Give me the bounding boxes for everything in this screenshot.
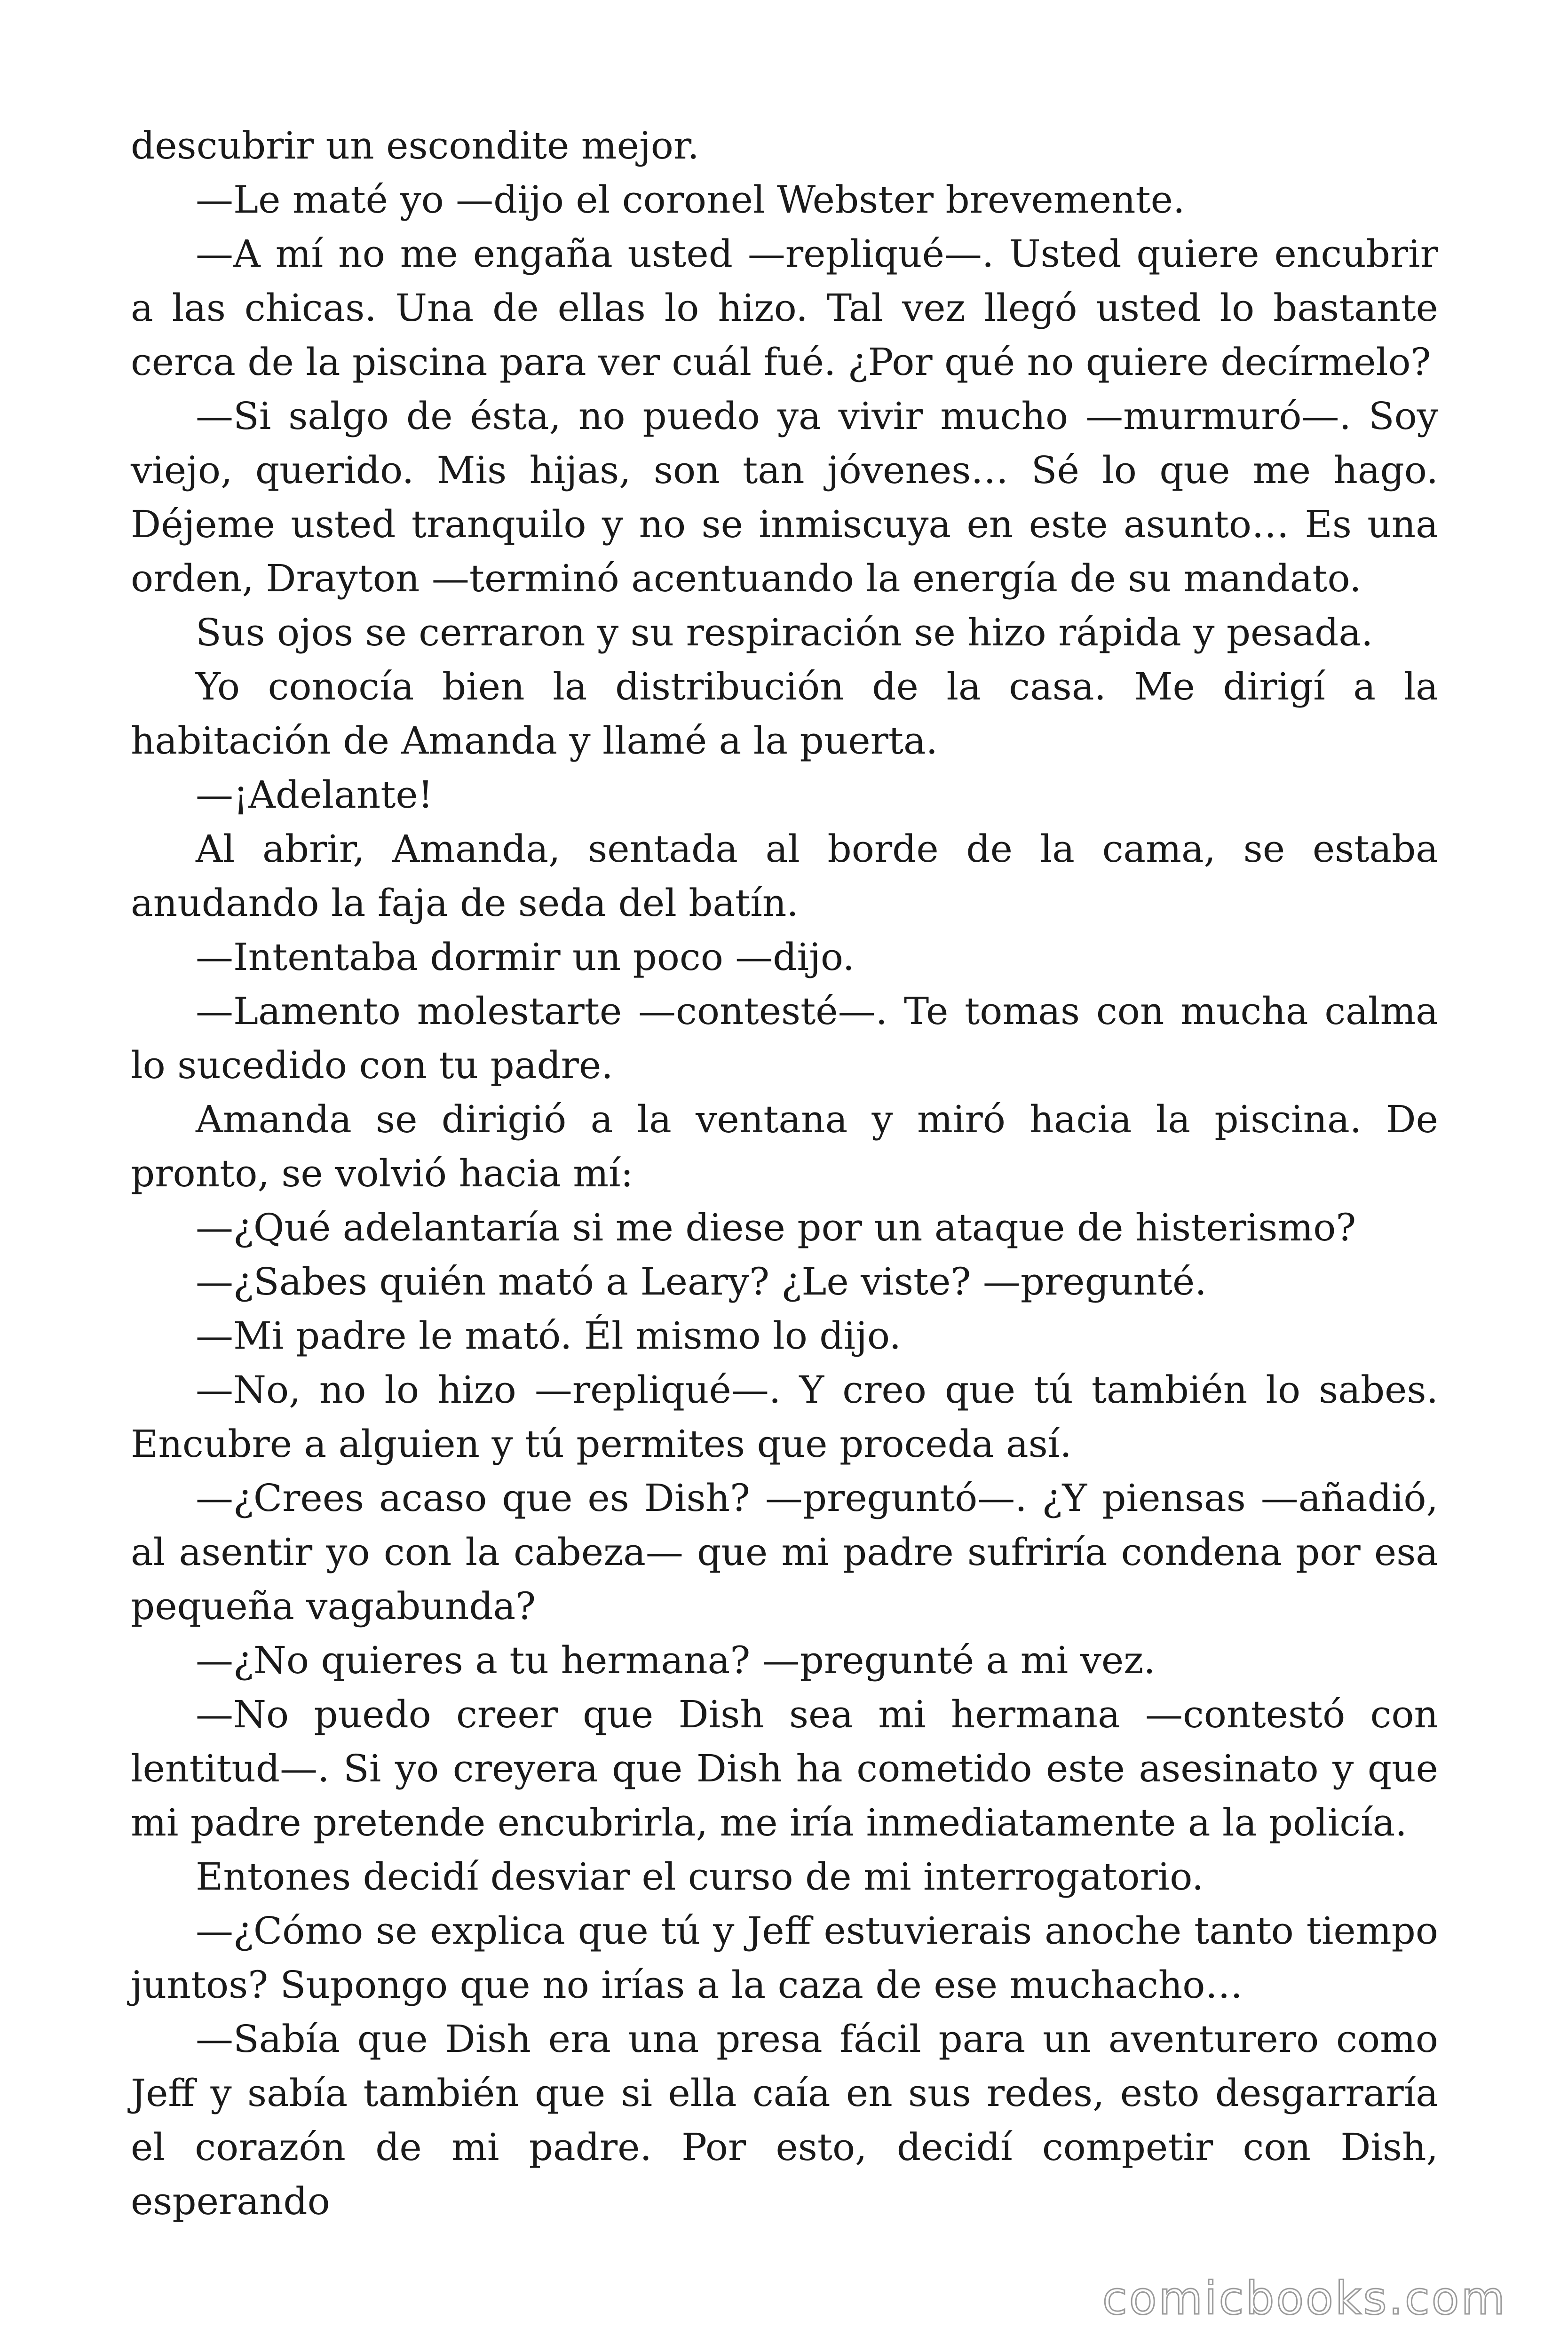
paragraph: Al abrir, Amanda, sentada al borde de la cama, se estaba anudando la faja de seda del batín.: [131, 827, 1438, 925]
paragraph: —Sabía que Dish era una presa fácil para un aventurero como Jeff y sabía también que si ella caía en sus redes, esto desgarraría el corazón de mi padre. Por esto, decidí competir con Dish, esperando: [131, 2017, 1438, 2223]
paragraph: —¿Crees acaso que es Dish? —preguntó—. ¿Y piensas —añadió, al asentir yo con la cabeza— que mi padre sufriría condena por esa pequeña vagabunda?: [131, 1476, 1438, 1628]
paragraph: Entones decidí desviar el curso de mi interrogatorio.: [196, 1855, 1204, 1899]
paragraph: descubrir un escondite mejor.: [131, 124, 699, 167]
paragraph: Amanda se dirigió a la ventana y miró hacia la piscina. De pronto, se volvió hacia mí:: [131, 1097, 1438, 1195]
paragraph: —A mí no me engaña usted —repliqué—. Usted quiere encubrir a las chicas. Una de ellas lo hizo. Tal vez llegó usted lo bastante cerca de la piscina para ver cuál fué. ¿Por qué no quiere decírmelo?: [131, 232, 1438, 384]
paragraph: —Si salgo de ésta, no puedo ya vivir mucho —murmuró—. Soy viejo, querido. Mis hijas, son tan jóvenes… Sé lo que me hago. Déjeme usted tranquilo y no se inmiscuya en este asunto… Es una orden, Drayton —terminó acentuando la energía de su mandato.: [131, 394, 1438, 600]
body-text: [131, 119, 1438, 2228]
paragraph: —Intentaba dormir un poco —dijo.: [196, 935, 855, 979]
paragraph: Sus ojos se cerraron y su respiración se hizo rápida y pesada.: [196, 611, 1373, 654]
watermark-logo: comicbooks.com: [1102, 2272, 1507, 2325]
paragraph: —Mi padre le mató. Él mismo lo dijo.: [196, 1314, 902, 1358]
paragraph: Yo conocía bien la distribución de la casa. Me dirigí a la habitación de Amanda y llamé a la puerta.: [131, 665, 1438, 763]
paragraph: —¿Sabes quién mató a Leary? ¿Le viste? —pregunté.: [196, 1260, 1207, 1303]
paragraph: —Le maté yo —dijo el coronel Webster brevemente.: [196, 178, 1185, 222]
paragraph: —No puedo creer que Dish sea mi hermana —contestó con lentitud—. Si yo creyera que Dish ha cometido este asesinato y que mi padre pretende encubrirla, me iría inmediatamente a la policía.: [131, 1692, 1438, 1844]
paragraph: —¿No quieres a tu hermana? —pregunté a mi vez.: [196, 1638, 1156, 1682]
paragraph: —Lamento molestarte —contesté—. Te tomas con mucha calma lo sucedido con tu padre.: [131, 989, 1438, 1087]
paragraph: —No, no lo hizo —repliqué—. Y creo que tú también lo sabes. Encubre a alguien y tú permites que proceda así.: [131, 1368, 1438, 1466]
paragraph: —¿Qué adelantaría si me diese por un ataque de histerismo?: [196, 1206, 1356, 1249]
paragraph: —¿Cómo se explica que tú y Jeff estuvierais anoche tanto tiempo juntos? Supongo que no irías a la caza de ese muchacho…: [131, 1909, 1438, 2007]
paragraph: —¡Adelante!: [196, 773, 433, 817]
